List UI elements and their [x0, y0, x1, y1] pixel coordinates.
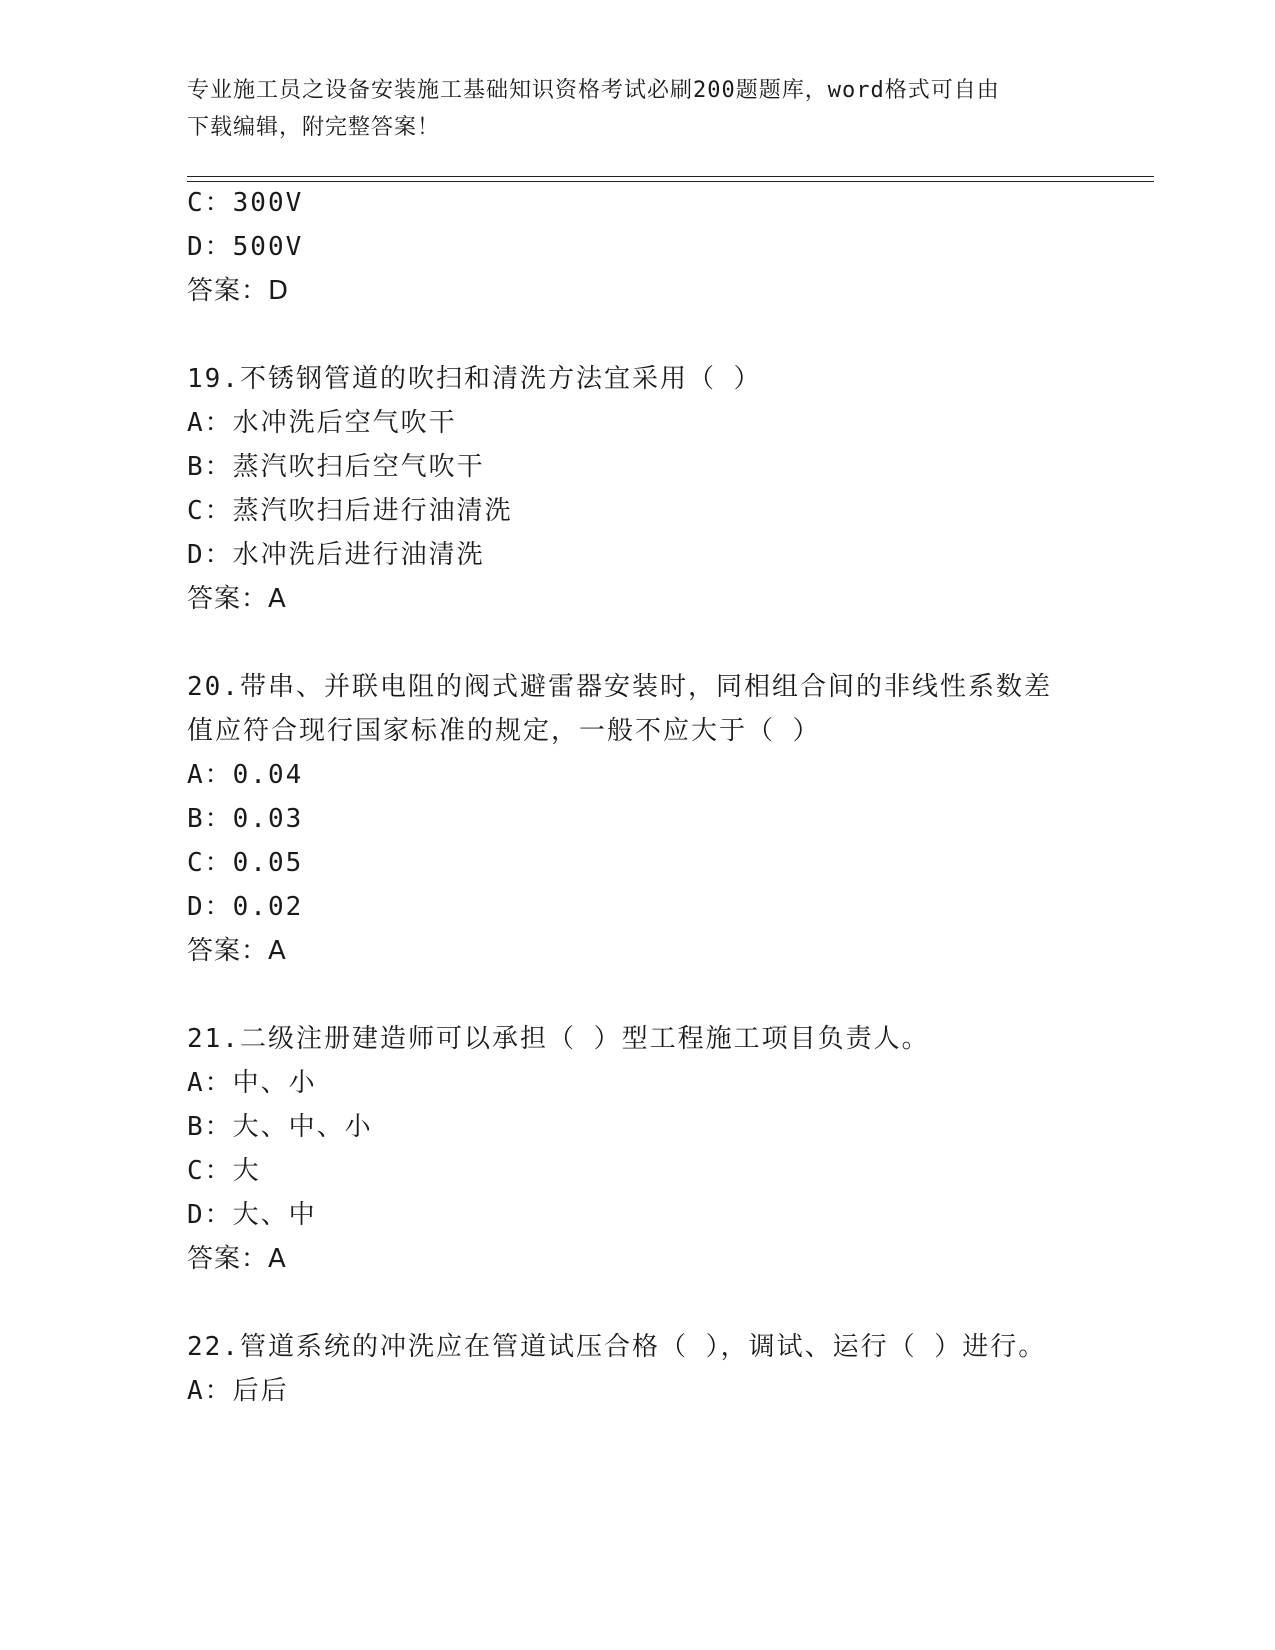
question-stem: 22.管道系统的冲洗应在管道试压合格（ ），调试、运行（ ）进行。 [187, 1332, 1047, 1362]
option-d: D：大、中 [187, 1200, 317, 1230]
option-a: A：后后 [187, 1376, 289, 1406]
answer-line: 答案：A [187, 584, 287, 614]
question-stem-line-1: 20.带串、并联电阻的阀式避雷器安装时，同相组合间的非线性系数差 [187, 672, 1052, 702]
option-b: B：大、中、小 [187, 1112, 373, 1142]
header-title-line-1: 专业施工员之设备安装施工基础知识资格考试必刷200题题库，word格式可自由 [187, 78, 1000, 103]
option-c: C：大 [187, 1156, 261, 1186]
option-b: B：0.03 [187, 804, 304, 834]
header-divider-top [187, 176, 1154, 177]
answer-line: 答案：A [187, 936, 287, 966]
header-title-line-2: 下载编辑，附完整答案！ [187, 115, 441, 140]
option-c: C：0.05 [187, 848, 304, 878]
answer-line: 答案：D [187, 276, 290, 306]
document-header [187, 72, 1067, 146]
option-c: C：蒸汽吹扫后进行油清洗 [187, 496, 513, 526]
option-d: D：水冲洗后进行油清洗 [187, 540, 485, 570]
question-stem: 19.不锈钢管道的吹扫和清洗方法宜采用（ ） [187, 364, 762, 394]
answer-line: 答案：A [187, 1244, 287, 1274]
option-c: C：300V [187, 188, 304, 218]
option-b: B：蒸汽吹扫后空气吹干 [187, 452, 485, 482]
option-d: D：500V [187, 232, 304, 262]
option-a: A：水冲洗后空气吹干 [187, 408, 457, 438]
question-stem: 21.二级注册建造师可以承担（ ）型工程施工项目负责人。 [187, 1024, 930, 1054]
option-a: A：0.04 [187, 760, 304, 790]
option-a: A：中、小 [187, 1068, 317, 1098]
option-d: D：0.02 [187, 892, 304, 922]
header-divider-bottom [187, 181, 1154, 182]
question-stem-line-2: 值应符合现行国家标准的规定，一般不应大于（ ） [187, 716, 821, 746]
